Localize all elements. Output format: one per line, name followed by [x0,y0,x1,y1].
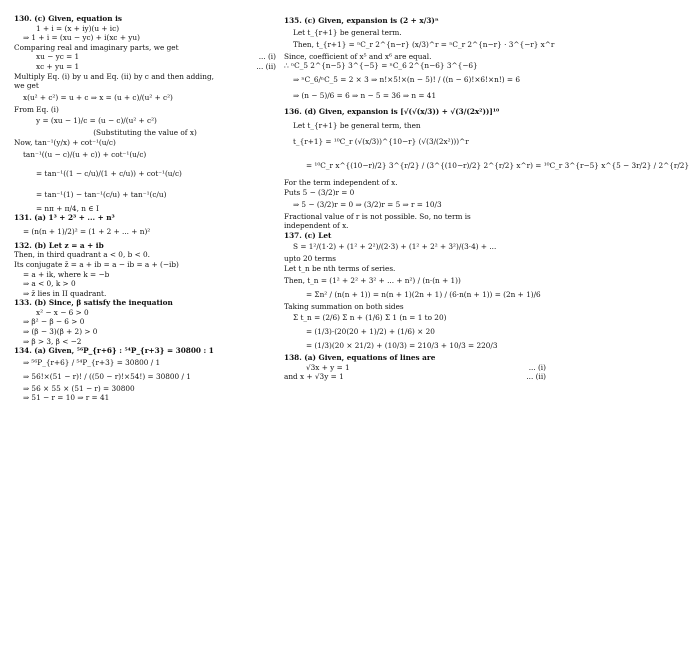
right-line [284,254,546,264]
left-line [14,24,276,34]
line-text: ⇒ β² − β − 6 > 0 [23,317,85,327]
right-line [284,363,546,373]
line-text: x² − x − 6 > 0 [36,307,89,317]
left-line [14,213,276,223]
right-line [284,38,555,52]
line-text: = (1/3)·(20(20 + 1)/2) + (1/6) × 20 [306,327,435,337]
line-text: = tan⁻¹((1 − c/u)/(1 + c/u)) + cot⁻¹(u/c) [36,168,182,178]
right-line [284,121,546,131]
line-text: ⇒ ⁵⁶P_{r+6} / ⁵⁴P_{r+3} = 30800 / 1 [23,357,161,367]
line-text: Its conjugate z̄ = a + ib = a − ib = a + (−ib) [14,259,179,269]
left-line [14,270,276,280]
line-text: Σ t_n = (2/6) Σ n + (1/6) Σ 1 (n = 1 to 20) [293,313,447,323]
line-text: Now, tan⁻¹(y/x) + cot⁻¹(u/c) [14,137,116,147]
line-text: Comparing real and imaginary parts, we get [14,42,179,52]
left-line [14,114,276,128]
line-text: Then, t_{r+1} = ⁿC_r 2^{n−r} (x/3)^r = ⁿC_r 2^{n−r} · 3^{−r} x^r [293,39,555,49]
right-line [284,372,546,382]
line-text: (Substituting the value of x) [93,128,197,138]
line-text: ∴ ⁿC_5 2^{n−5} 3^{−5} = ⁿC_6 2^{n−6} 3^{−6} [284,61,478,71]
left-line [14,298,276,308]
line-text: 130. (c) Given, equation is [14,14,122,23]
right-line [284,325,546,339]
line-text: and x + √3y = 1 [284,372,344,382]
right-line [284,14,546,28]
right-line [284,28,546,38]
left-line [14,337,276,347]
line-text: we get [14,81,39,91]
equation-tag: ... (i) [258,52,276,62]
right-line [284,71,546,89]
line-text: xc + yu = 1 [36,61,80,71]
right-line [284,240,546,254]
line-text: 137. (c) Let [284,230,332,240]
line-text: Since, coefficient of x⁵ and x⁶ are equal. [284,51,432,61]
left-line [14,308,276,318]
left-line [14,105,276,115]
right-line [284,130,546,154]
left-line [14,33,276,43]
line-text: 136. (d) Given, expansion is [√(√(x/3)) + √(3/(2x²))]¹⁰ [284,106,500,116]
left-line [14,91,276,105]
left-line [14,52,276,62]
left-line [14,327,276,337]
line-text: = tan⁻¹(1) − tan⁻¹(c/u) + tan⁻¹(c/u) [36,189,167,199]
line-text: Let t_{r+1} be general term, then [293,120,421,130]
line-text: S = 1²/(1·2) + (1² + 2²)/(2·3) + (1² + 2² + 3²)/(3·4) + ... [293,242,497,252]
right-line [284,212,546,222]
right-line [284,288,546,302]
right-line [284,302,546,312]
left-line [14,162,276,186]
right-line [284,339,546,353]
left-line [14,148,276,162]
line-text: ⇒ 56 × 55 × (51 − r) = 30800 [23,383,135,393]
line-text: Puts 5 − (3/2)r = 0 [284,187,355,197]
right-line [284,221,546,231]
right-line [284,311,546,325]
line-text: ⇒ z̄ lies in II quadrant. [23,288,107,298]
left-line [14,81,276,91]
left-line [14,241,276,251]
left-line [14,62,276,72]
line-text: ⇒ 1 + i = (xu − yc) + i(xc + yu) [23,33,140,43]
line-text: ⇒ ⁿC_6/ⁿC_5 = 2 × 3 ⇒ n!×5!×(n − 5)! / ((n − 6)!×6!×n!) = 6 [293,74,520,84]
line-text: Then, in third quadrant a < 0, b < 0. [14,250,150,260]
left-line [14,43,276,53]
line-text: √3x + y = 1 [306,362,350,372]
line-text: = a + ik, where k = −b [23,269,110,279]
line-text: 1 + i = (x + iy)(u + ic) [36,23,120,33]
right-line [284,353,546,363]
line-text: y = (xu − 1)/c = (u − c)/(u² + c²) [36,116,157,126]
line-text: ⇒ 51 − r = 10 ⇒ r = 41 [23,393,110,403]
line-text: Let t_{r+1} be general term. [293,28,402,37]
line-text: For the term independent of x. [284,178,398,188]
right-line [284,198,546,212]
line-text: xu − yc = 1 [36,52,80,62]
line-text: ⇒ β > 3, β < −2 [23,336,82,346]
right-line [284,154,689,178]
left-line [14,356,276,370]
line-text: t_{r+1} = ¹⁰C_r (√(x/3))^{10−r} (√(3/(2x²)))^r [293,137,469,147]
left-line [14,128,276,138]
line-text: 138. (a) Given, equations of lines are [284,353,436,363]
left-line [14,384,276,394]
right-line [284,188,546,198]
line-text: ⇒ 56!×(51 − r)! / ((50 − r)!×54!) = 30800 / 1 [23,371,191,381]
line-text: = (1/3)(20 × 21/2) + (10/3) = 210/3 + 10/3 = 220/3 [306,341,498,351]
line-text: = ¹⁰C_r x^{(10−r)/2} 3^{r/2} / (3^{(10−r)/2} 2^{r/2} x^r) = ¹⁰C_r 3^{r−5} x^{5 − 3r/2} / 2^{r/2} [306,161,689,171]
line-text: 134. (a) Given, ⁵⁶P_{r+6} : ⁵⁴P_{r+3} = 30800 : 1 [14,346,214,356]
equation-tag: ... (ii) [256,61,276,71]
line-text: Multiply Eq. (i) by u and Eq. (ii) by c and then adding, [14,71,214,81]
equation-tag: ... (i) [528,362,546,372]
line-text: x(u² + c²) = u + c ⇒ x = (u + c)/(u² + c²) [23,92,173,102]
left-line [14,72,276,82]
line-text: = Σn² / (n(n + 1)) = n(n + 1)(2n + 1) / (6·n(n + 1)) = (2n + 1)/6 [306,289,541,299]
right-line [284,264,546,274]
line-text: 131. (a) 1³ + 2³ + ... + n³ [14,213,115,223]
line-text: 133. (b) Since, β satisfy the inequation [14,298,173,308]
line-text: = nπ + π/4, n ∈ I [36,203,99,213]
left-line [14,317,276,327]
line-text: Let t_n be nth terms of series. [284,263,396,273]
right-line [284,178,546,188]
line-text: Taking summation on both sides [284,301,404,311]
left-line [14,289,276,299]
right-line [284,52,546,62]
line-text: From Eq. (i) [14,104,59,114]
equation-tag: ... (ii) [526,372,546,382]
right-line [284,61,546,71]
line-text: ⇒ a < 0, k > 0 [23,279,76,289]
right-line [284,231,546,241]
left-line [14,370,276,384]
line-text: 132. (b) Let z = a + ib [14,240,104,250]
right-line [284,89,546,103]
right-line [284,274,546,288]
left-line [14,393,276,403]
left-line [14,260,276,270]
right-line [284,103,546,121]
line-text: = (n(n + 1)/2)² = (1 + 2 + ... + n)² [23,226,151,236]
left-column [14,14,276,403]
line-text: independent of x. [284,221,349,231]
line-text: Fractional value of r is not possible. So, no term is [284,211,471,221]
left-line [14,279,276,289]
left-line [14,250,276,260]
line-text: Then, t_n = (1² + 2² + 3² + ... + n²) / (n·(n + 1)) [284,275,461,285]
line-text: tan⁻¹((u − c)/(u + c)) + cot⁻¹(u/c) [23,149,147,159]
line-text: ⇒ 5 − (3/2)r = 0 ⇒ (3/2)r = 5 ⇒ r = 10/3 [293,199,442,209]
left-line [14,204,276,214]
left-line [14,14,276,24]
left-line [14,186,276,204]
left-line [14,223,276,241]
left-line [14,138,276,148]
line-text: ⇒ (β − 3)(β + 2) > 0 [23,327,98,337]
right-column [284,14,689,382]
line-text: upto 20 terms [284,254,337,264]
line-text: ⇒ (n − 5)/6 = 6 ⇒ n − 5 = 36 ⇒ n = 41 [293,90,437,100]
left-line [14,346,276,356]
line-text: 135. (c) Given, expansion is (2 + x/3)ⁿ [284,16,439,25]
